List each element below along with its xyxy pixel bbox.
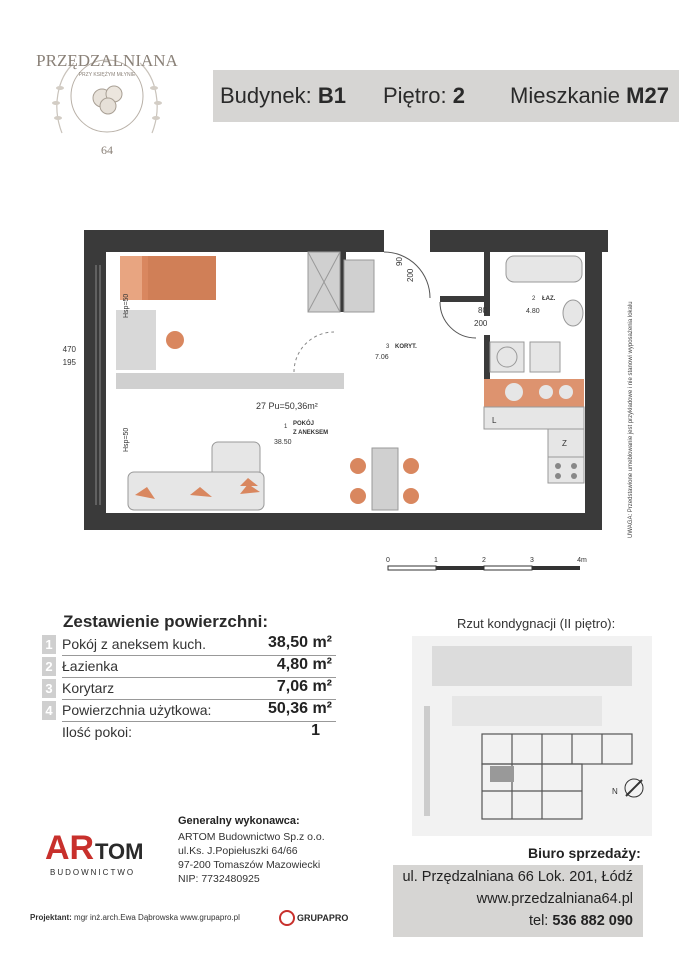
svg-text:1: 1 [284, 424, 288, 430]
contractor-line: NIP: 7732480925 [178, 873, 260, 885]
building-floor-map [412, 636, 652, 836]
door-bath [440, 302, 476, 338]
rooms-count-row: Ilość pokoi: 1 [62, 722, 320, 740]
hsp-bottom: Hsp=50 [123, 427, 130, 452]
svg-text:4m: 4m [577, 557, 587, 564]
apartment-info: Mieszkanie M27 [510, 83, 669, 108]
svg-text:POKÓJ: POKÓJ [293, 421, 315, 427]
svg-text:Z: Z [562, 439, 567, 448]
contractor-line: ul.Ks. J.Popiełuszki 64/66 [178, 845, 298, 857]
logo-tagline: PRZY KSIĘŻYM MŁYNIE [78, 72, 136, 78]
contractor-line: ARTOM Budownictwo Sp.z o.o. [178, 831, 325, 843]
floor-info: Piętro: 2 [383, 83, 465, 108]
room2-area: 4.80 [526, 308, 540, 315]
brand-logo [22, 38, 192, 168]
svg-text:0: 0 [386, 557, 390, 564]
door-bath-bottom: 200 [474, 319, 488, 328]
summary-row: 2 Łazienka 4,80 m² [42, 657, 342, 676]
svg-text:UWAGA: Przedstawione umeblowan: UWAGA: Przedstawione umeblowanie jest przykładowe i nie stanowi wyposażenia lokalu [628, 301, 634, 538]
partition [116, 373, 344, 389]
door-main-bottom: 200 [406, 268, 415, 282]
sales-address: ul. Przędzalniana 66 Lok. 201, Łódź [402, 869, 633, 885]
summary-row: 4 Powierzchnia użytkowa: 50,36 m² [42, 701, 342, 720]
summary-row: 1 Pokój z aneksem kuch. 38,50 m² [42, 635, 342, 654]
cotton-flower-icon [93, 86, 122, 114]
header-band [213, 70, 679, 122]
dining-table [350, 448, 419, 510]
svg-text:3: 3 [530, 557, 534, 564]
contractor-title: Generalny wykonawca: [178, 815, 300, 827]
summary-row: 3 Korytarz 7,06 m² [42, 679, 342, 698]
bed [120, 256, 216, 300]
kitchen [484, 379, 584, 483]
logo-number: 64 [101, 143, 113, 157]
room3-area: 7.06 [375, 354, 389, 361]
sales-box [393, 865, 643, 937]
contractor-line: 97-200 Tomaszów Mazowiecki [178, 859, 321, 871]
svg-text:KORYT.: KORYT. [395, 344, 417, 350]
svg-text:2: 2 [532, 296, 536, 302]
grupapro-logo [278, 905, 358, 931]
scale-bar [386, 557, 587, 570]
room1-area: 38.50 [274, 439, 292, 446]
artom-logo [45, 825, 155, 885]
desk [116, 310, 156, 370]
furniture-note [622, 238, 636, 538]
svg-text:Z ANEKSEM: Z ANEKSEM [293, 430, 329, 436]
svg-text:ŁAZ.: ŁAZ. [542, 296, 556, 302]
sales-title: Biuro sprzedaży: [528, 845, 641, 861]
sofa [128, 442, 264, 510]
floor-plan [0, 220, 679, 580]
designer-credit: Projektant: mgr inż.arch.Ewa Dąbrowska www.grupapro.pl [30, 913, 240, 922]
sales-website[interactable]: www.przedzalniana64.pl [476, 891, 633, 907]
svg-text:N: N [612, 787, 618, 796]
dim-left-top: 470 [62, 345, 76, 354]
svg-text:GRUPAPRO: GRUPAPRO [297, 913, 349, 923]
svg-text:AR: AR [45, 829, 95, 867]
floor-plan-label: Rzut kondygnacji (II piętro): [457, 616, 616, 631]
unit-area: 27 Pu=50,36m² [256, 401, 318, 411]
svg-text:TOM: TOM [95, 839, 144, 864]
door-main-top: 90 [395, 257, 404, 266]
svg-text:BUDOWNICTWO: BUDOWNICTWO [50, 868, 136, 877]
summary-title: Zestawienie powierzchni: [63, 612, 268, 631]
hsp-top: Hsp=50 [123, 293, 130, 318]
dim-left-bottom: 195 [62, 358, 76, 367]
door-bath-top: 80 [478, 306, 487, 315]
svg-text:3: 3 [386, 344, 390, 350]
logo-name: PRZĘDZALNIANA [36, 51, 178, 70]
svg-text:L: L [492, 416, 497, 425]
sales-phone[interactable]: tel: 536 882 090 [528, 913, 633, 929]
building-info: Budynek: B1 [220, 83, 346, 108]
svg-text:1: 1 [434, 557, 438, 564]
apartment-highlight [490, 766, 514, 782]
chair [166, 331, 184, 349]
svg-text:2: 2 [482, 557, 486, 564]
